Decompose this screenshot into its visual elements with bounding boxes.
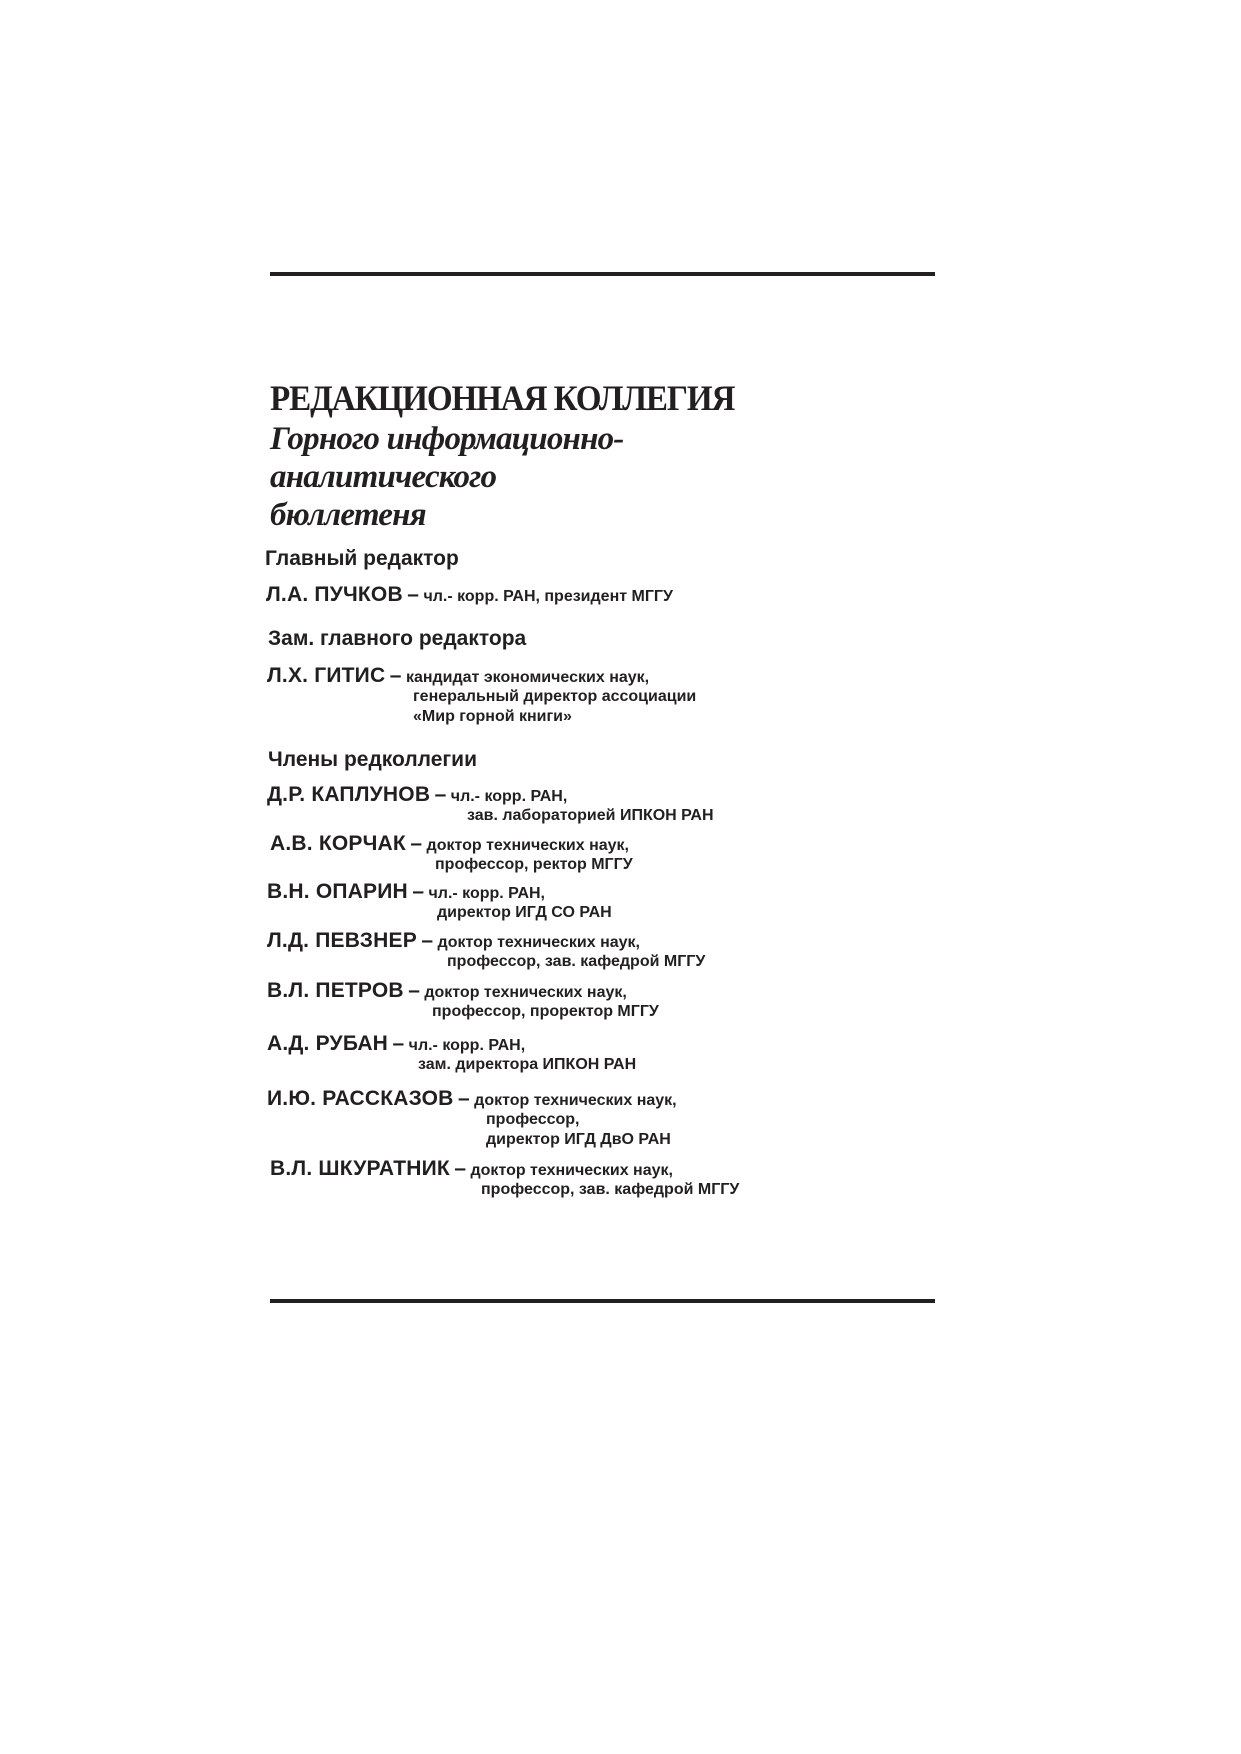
member-title-line: директор ИГД ДвО РАН [486, 1131, 671, 1148]
member-title-line: чл.- корр. РАН, президент МГГУ [423, 588, 673, 605]
member-title-line: генеральный директор ассоциации [413, 688, 697, 705]
member-title-line: чл.- корр. РАН, [428, 885, 545, 902]
member-title-line: чл.- корр. РАН, [408, 1037, 526, 1054]
member-name: А.Д. РУБАН [267, 1032, 389, 1055]
subtitle-line-2: аналитического [270, 459, 497, 495]
board-member-entry [270, 832, 629, 856]
member-title-line: кандидат экономических наук, [405, 669, 650, 686]
member-name: Л.А. ПУЧКОВ [266, 583, 403, 606]
dash-separator: – [458, 1087, 470, 1110]
section-chief-editor: Главный редактор [265, 547, 459, 570]
member-title-line: профессор, проректор МГГУ [432, 1003, 659, 1020]
member-title-line: зам. директора ИПКОН РАН [418, 1056, 637, 1073]
member-title-line: доктор технических наук, [470, 1162, 673, 1179]
member-name: Л.Д. ПЕВЗНЕР [267, 929, 417, 952]
dash-separator: – [454, 1157, 467, 1180]
dash-separator: – [412, 880, 425, 903]
member-title-line: доктор технических наук, [426, 837, 629, 854]
member-name: В.Н. ОПАРИН [267, 880, 408, 903]
dash-separator: – [421, 929, 434, 952]
section-deputy-editor: Зам. главного редактора [268, 627, 527, 650]
board-member-entry [267, 880, 545, 904]
dash-separator: – [410, 832, 423, 855]
member-title-line: профессор, зав. кафедрой МГГУ [481, 1181, 740, 1198]
member-title-line: профессор, [486, 1111, 580, 1128]
board-member-entry [270, 1157, 673, 1181]
member-title-line: директор ИГД СО РАН [437, 904, 612, 921]
board-member-entry [267, 1087, 677, 1111]
member-title-line: доктор технических наук, [424, 984, 627, 1001]
dash-separator: – [392, 1032, 405, 1055]
member-title-line: «Мир горной книги» [413, 708, 572, 725]
section-members: Члены редколлегии [268, 748, 477, 771]
dash-separator: – [407, 583, 419, 606]
dash-separator: – [408, 979, 420, 1002]
member-name: Д.Р. КАПЛУНОВ [267, 783, 431, 806]
member-name: В.Л. ШКУРАТНИК [270, 1157, 450, 1180]
member-name: В.Л. ПЕТРОВ [267, 979, 404, 1002]
board-member-entry [266, 583, 673, 607]
board-member-entry [267, 783, 567, 807]
member-name: И.Ю. РАССКАЗОВ [267, 1087, 454, 1110]
board-member-entry [267, 664, 649, 688]
page-title: РЕДАКЦИОННАЯ КОЛЛЕГИЯ [270, 378, 735, 418]
subtitle-line-1: Горного информационно- [270, 421, 624, 457]
dash-separator: – [389, 664, 402, 687]
member-name: Л.Х. ГИТИС [267, 664, 386, 687]
board-member-entry [267, 929, 640, 953]
editorial-board-title [270, 376, 910, 534]
member-title-line: профессор, ректор МГГУ [435, 856, 633, 873]
bottom-divider [270, 1299, 935, 1303]
board-member-entry [267, 979, 627, 1003]
member-title-line: доктор технических наук, [474, 1092, 677, 1109]
top-divider [270, 272, 935, 276]
subtitle-line-3: бюллетеня [270, 497, 426, 533]
member-title-line: чл.- корр. РАН, [450, 788, 568, 805]
board-member-entry [267, 1032, 525, 1056]
dash-separator: – [434, 783, 447, 806]
member-name: А.В. КОРЧАК [270, 832, 406, 855]
member-title-line: доктор технических наук, [437, 934, 640, 951]
member-title-line: зав. лабораторией ИПКОН РАН [467, 807, 714, 824]
member-title-line: профессор, зав. кафедрой МГГУ [447, 953, 706, 970]
